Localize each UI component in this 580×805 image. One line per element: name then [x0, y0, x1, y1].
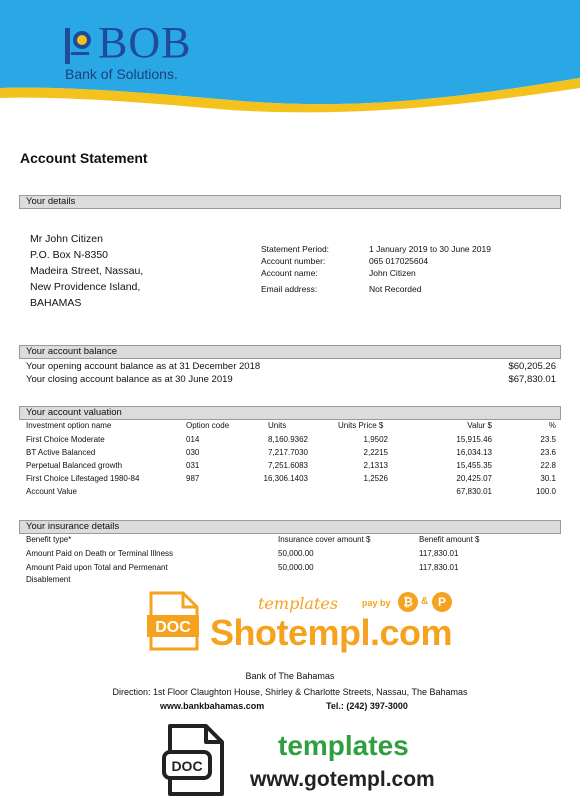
doc-file-icon: [160, 722, 230, 798]
table-cell: 117,830.01: [419, 563, 459, 572]
address-line: BAHAMAS: [30, 297, 82, 309]
table-cell: 15,455.35: [456, 461, 492, 470]
meta-label: Account name:: [261, 268, 318, 278]
table-cell: 2,2215: [363, 448, 388, 457]
doc-file-icon: [147, 591, 199, 651]
table-cell: 030: [186, 448, 200, 457]
page-title: Account Statement: [20, 150, 148, 166]
footer-direction: Direction: 1st Floor Claughton House, Shirley & Charlotte Streets, Nassau, The Bahamas: [112, 687, 468, 697]
ampersand: &: [421, 596, 429, 607]
column-header: Units Price $: [338, 421, 384, 430]
table-cell: 031: [186, 461, 200, 470]
table-cell: 50,000.00: [278, 563, 314, 572]
opening-balance-label: Your opening account balance as at 31 December 2018: [26, 361, 261, 372]
pay-by-text: pay by: [362, 598, 391, 608]
table-cell: 22.8: [540, 461, 556, 470]
table-cell: 16,306.1403: [263, 474, 308, 483]
table-cell: 23.5: [540, 435, 556, 444]
table-cell: 1,2526: [363, 474, 388, 483]
meta-value: 065 017025604: [369, 256, 429, 266]
table-cell: BT Active Balanced: [26, 448, 96, 457]
table-cell: 117,830.01: [419, 549, 459, 558]
address-line: Mr John Citizen: [30, 233, 103, 245]
meta-value: John Citizen: [369, 268, 416, 278]
column-header: Benefit type*: [26, 535, 72, 544]
column-header: Insurance cover amount $: [278, 535, 371, 544]
table-cell: First Choice Moderate: [26, 435, 105, 444]
table-cell: 15,915.46: [456, 435, 492, 444]
closing-balance-value: $67,830.01: [508, 374, 556, 385]
opening-balance-value: $60,205.26: [508, 361, 556, 372]
table-cell: 8,160.9362: [267, 435, 308, 444]
section-header-details: Your details: [19, 195, 561, 209]
column-header: Investment option name: [26, 421, 112, 430]
section-header-valuation: Your account valuation: [19, 406, 561, 420]
bank-tagline: Bank of Solutions.: [65, 66, 178, 82]
column-header: %: [548, 421, 556, 430]
table-cell: 16,034.13: [456, 448, 492, 457]
column-header: Benefit amount $: [419, 535, 480, 544]
footer-bank-name: Bank of The Bahamas: [245, 671, 335, 681]
meta-value: Not Recorded: [369, 284, 422, 294]
footer-phone: Tel.: (242) 397-3000: [326, 701, 408, 711]
table-cell-continuation: Disablement: [26, 575, 71, 584]
closing-balance-label: Your closing account balance as at 30 June 2019: [26, 374, 233, 385]
table-cell: Amount Paid upon Total and Permenant: [26, 563, 168, 572]
bank-logo-text: BOB: [98, 18, 192, 67]
table-cell: 50,000.00: [278, 549, 314, 558]
bottom-templates-text: templates: [278, 730, 409, 761]
table-cell: 30.1: [540, 474, 556, 483]
header-banner: [0, 0, 580, 118]
table-cell: 2,1313: [363, 461, 388, 470]
table-cell: 23.6: [540, 448, 556, 457]
table-cell: 1,9502: [363, 435, 388, 444]
doc-icon-label: DOC: [155, 619, 191, 636]
table-cell: 987: [186, 474, 200, 483]
section-header-balance: Your account balance: [19, 345, 561, 359]
address-line: P.O. Box N-8350: [30, 249, 109, 261]
column-header: Option code: [186, 421, 230, 430]
table-cell: 014: [186, 435, 200, 444]
address-line: New Providence Island,: [30, 281, 141, 293]
column-header: Units: [268, 421, 287, 430]
table-cell: 67,830.01: [456, 487, 492, 496]
bitcoin-icon: ₿: [398, 592, 418, 612]
address-line: Madeira Street, Nassau,: [30, 265, 144, 277]
table-cell: 7,217.7030: [267, 448, 308, 457]
meta-label: Statement Period:: [261, 244, 330, 254]
table-cell: 100.0: [535, 487, 556, 496]
section-header-insurance: Your insurance details: [19, 520, 561, 534]
footer-website-link[interactable]: www.bankbahamas.com: [160, 701, 265, 711]
bottom-brand-link[interactable]: www.gotempl.com: [250, 768, 435, 791]
column-header: Valur $: [467, 421, 492, 430]
bank-logo-icon: [63, 26, 93, 66]
table-cell: First Choice Lifestaged 1980-84: [26, 474, 140, 483]
meta-label: Email address:: [261, 284, 318, 294]
table-cell: 20,425.07: [456, 474, 492, 483]
paypal-icon: P: [432, 592, 452, 612]
table-cell: Amount Paid on Death or Terminal Illness: [26, 549, 174, 558]
doc-icon-label: DOC: [171, 758, 203, 774]
table-cell: Perpetual Balanced growth: [26, 461, 123, 470]
watermark-script-text: templates: [258, 594, 339, 613]
meta-label: Account number:: [261, 256, 326, 266]
table-cell: 7,251.6083: [267, 461, 308, 470]
watermark-brand[interactable]: Shotempl.com: [210, 612, 453, 653]
table-cell: Account Value: [26, 487, 77, 496]
meta-value: 1 January 2019 to 30 June 2019: [369, 244, 491, 254]
